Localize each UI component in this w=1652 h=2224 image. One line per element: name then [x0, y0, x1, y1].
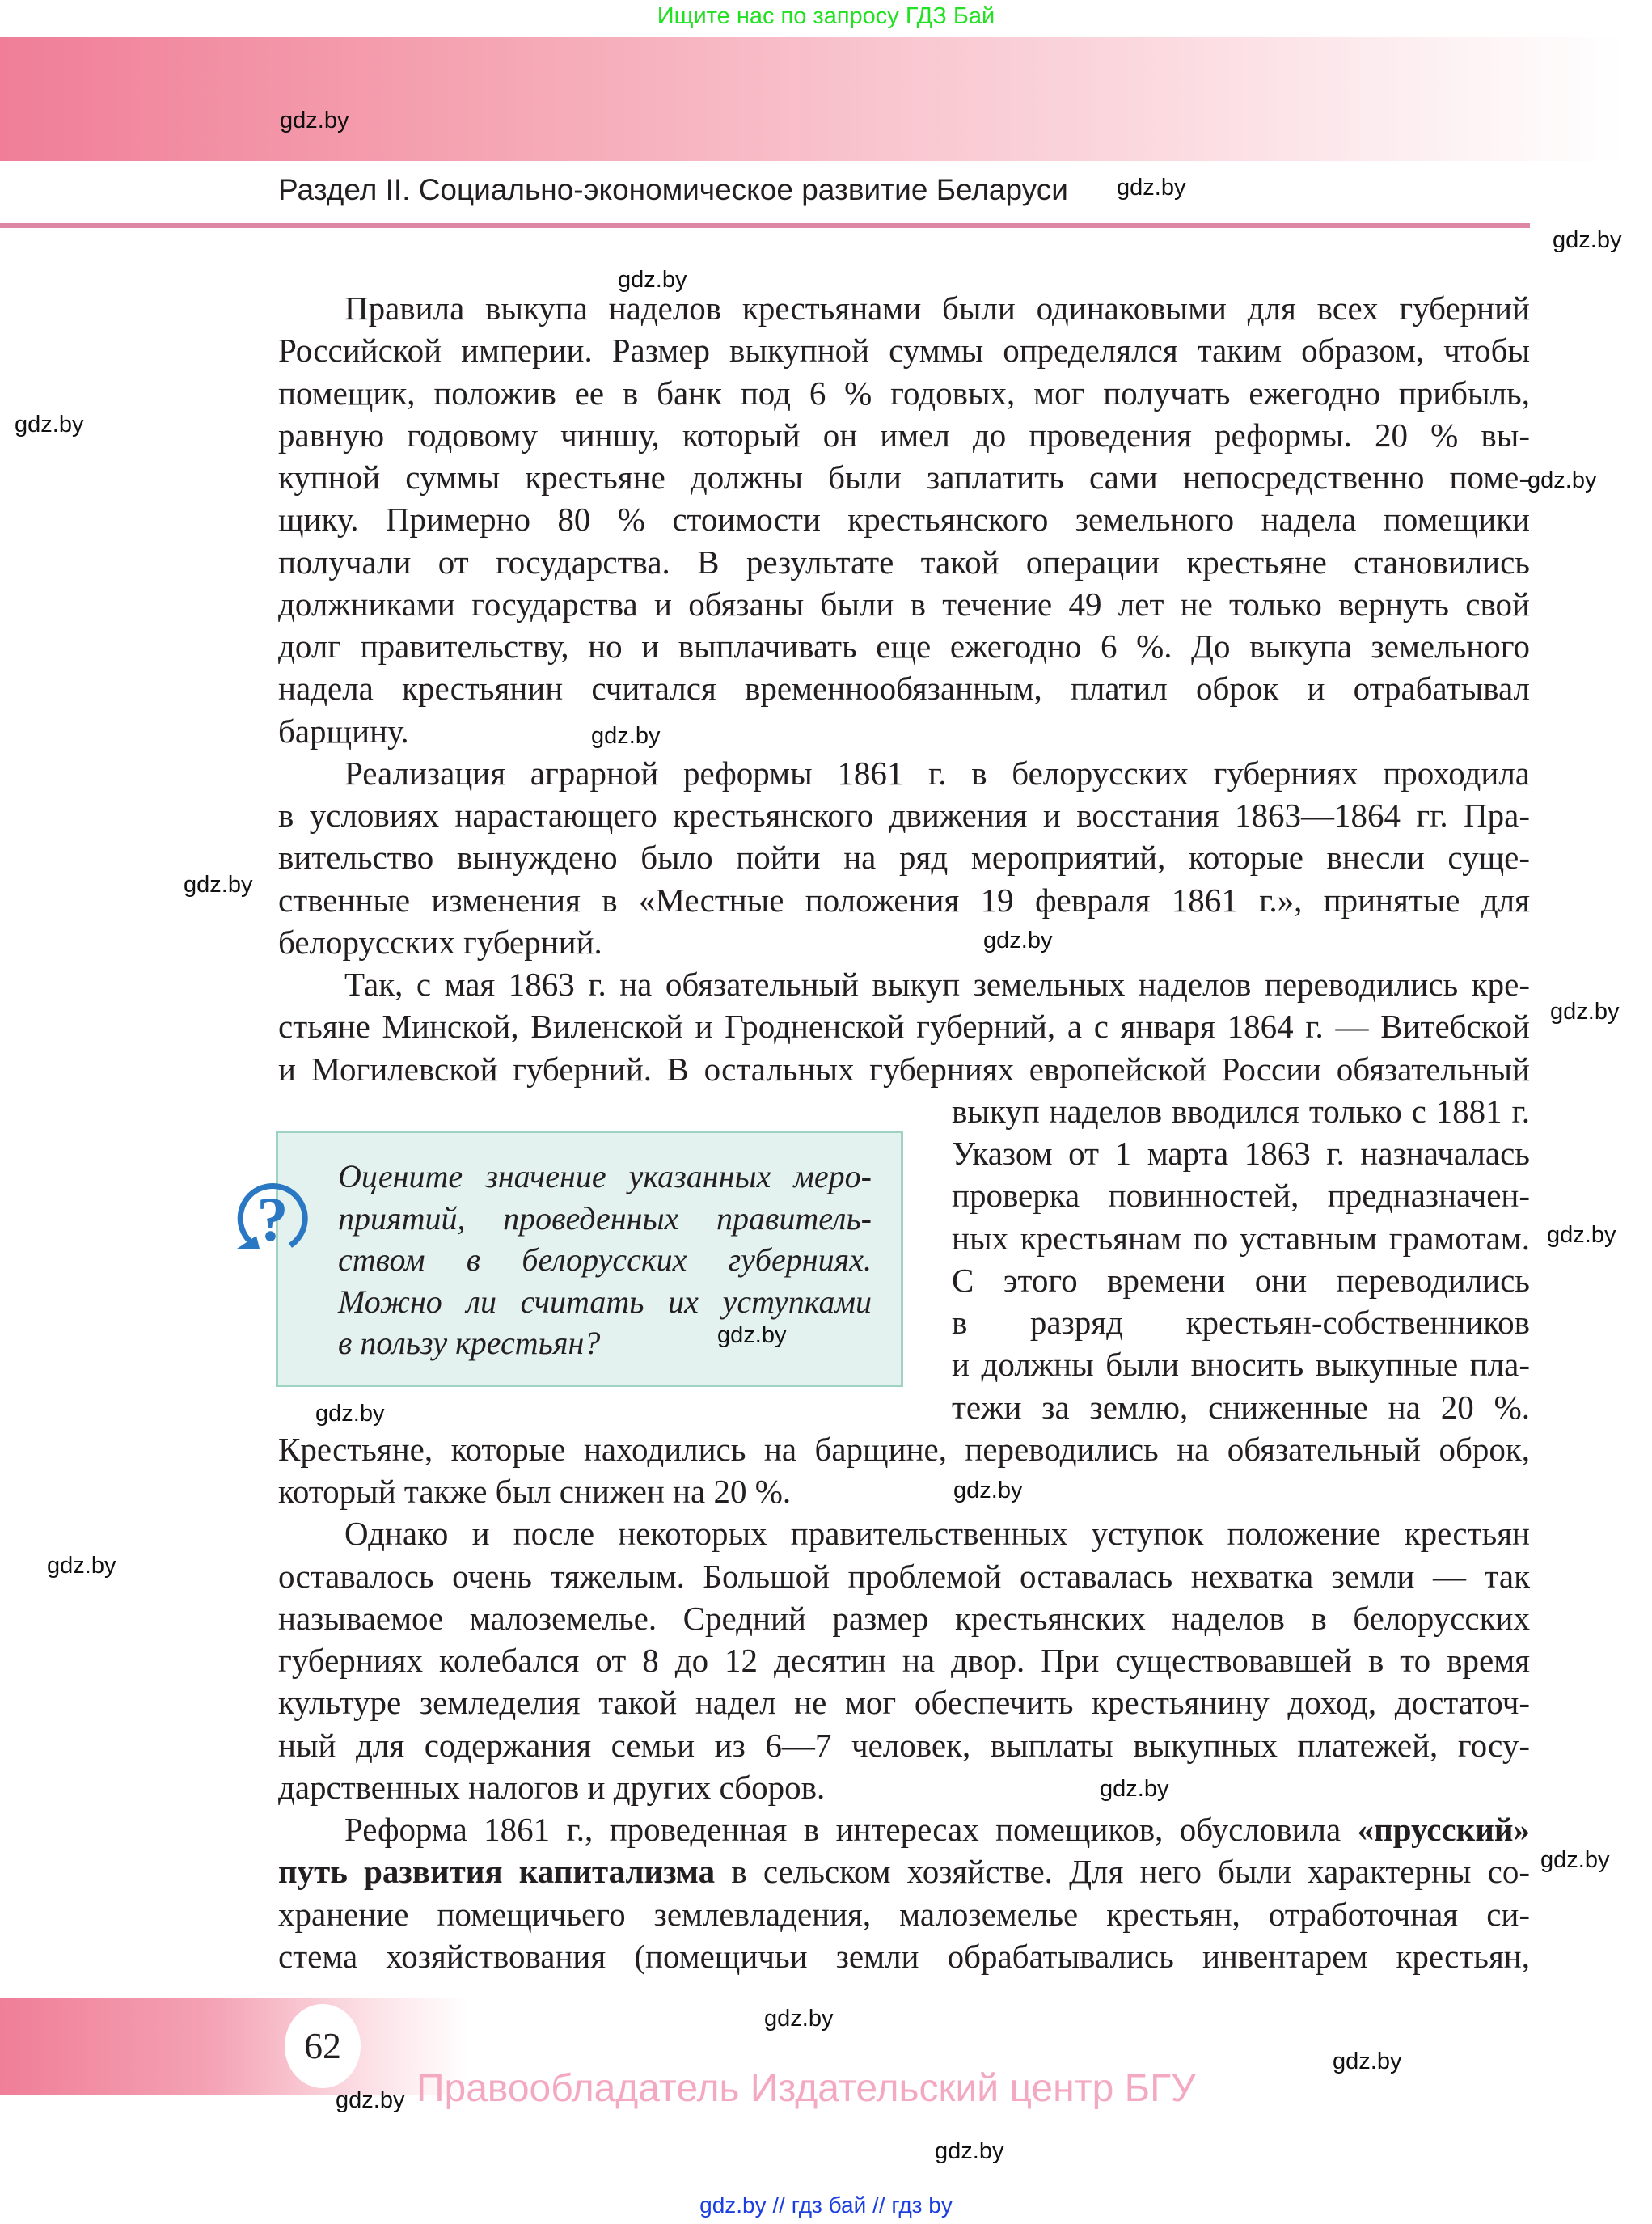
text-span: купной суммы крестьяне должны были заплатить сами непосредственно поме- — [278, 459, 1530, 496]
watermark-text: gdz.by — [315, 1401, 385, 1427]
text-line — [344, 752, 1530, 794]
text-span: тежи за землю, сниженные на 20 %. — [952, 1388, 1530, 1426]
text-span: Крестьяне, которые находились на барщине, переводились на обязательный оброк, — [278, 1430, 1530, 1468]
text-span: культуре земледелия такой надел не мог обеспечить крестьянину доход, достаточ- — [278, 1684, 1530, 1722]
text-span: Так, с мая 1863 г. на обязательный выкуп земельных наделов переводились кре- — [344, 966, 1530, 1003]
text-span: проверка повинностей, предназначен- — [952, 1177, 1530, 1215]
text-line — [278, 498, 1530, 540]
watermark-text: gdz.by — [935, 2138, 1004, 2164]
text-span: Указом от 1 марта 1863 г. назначалась — [952, 1135, 1530, 1172]
text-line — [278, 414, 1530, 456]
bold-term: «прусский» — [1357, 1811, 1530, 1848]
watermark-text: gdz.by — [47, 1553, 116, 1579]
watermark-text: gdz.by — [764, 2006, 834, 2032]
header-divider — [0, 223, 1530, 228]
text-line — [278, 1597, 1530, 1639]
watermark-text: gdz.by — [336, 2087, 405, 2113]
text-line — [344, 1808, 1530, 1850]
question-line: приятий, проведенных правитель- — [338, 1199, 872, 1237]
text-line — [278, 794, 1530, 836]
text-span: Однако и после некоторых правительственных уступок положение крестьян — [344, 1515, 1530, 1553]
text-line — [278, 879, 1530, 921]
text-span: дарственных налогов и других сборов. — [278, 1768, 826, 1806]
text-span: и Могилевской губерний. В остальных губерниях европейской России обязательный — [278, 1050, 1530, 1088]
text-span: получали от государства. В результате такой операции крестьяне становились — [278, 543, 1530, 581]
text-line — [278, 1555, 1530, 1597]
watermark-text: gdz.by — [1333, 2049, 1402, 2074]
text-span: ный для содержания семьи из 6—7 человек, выплаты выкупных платежей, госу- — [278, 1726, 1530, 1764]
watermark-text: gdz.by — [280, 108, 349, 133]
text-line — [278, 456, 1530, 498]
watermark-text: gdz.by — [618, 267, 687, 293]
text-span: оставалось очень тяжелым. Большой проблемой оставалась нехватка земли — так — [278, 1557, 1530, 1595]
text-line — [278, 710, 1530, 752]
text-line — [278, 1005, 1530, 1047]
watermark-text: gdz.by — [591, 723, 661, 749]
text-span: помещик, положив ее в банк под 6 % годовых, мог получать ежегодно прибыль, — [278, 374, 1530, 412]
watermark-text: gdz.by — [184, 872, 253, 898]
text-span: ственные изменения в «Местные положения 19 февраля 1861 г.», принятые для — [278, 881, 1530, 919]
text-line — [278, 1681, 1530, 1723]
text-span: С этого времени они переводились — [952, 1261, 1530, 1299]
text-span: в условиях нарастающего крестьянского движения и восстания 1863—1864 гг. Пра- — [278, 797, 1530, 834]
text-line — [278, 1470, 1530, 1512]
text-span: стьяне Минской, Виленской и Гродненской губерний, а с января 1864 г. — Витебской — [278, 1008, 1530, 1046]
text-span: должниками государства и обязаны были в течение 49 лет не только вернуть свой — [278, 585, 1530, 623]
text-span: стема хозяйствования (помещичьи земли обрабатывались инвентарем крестьян, — [278, 1937, 1530, 1975]
text-line — [952, 1386, 1530, 1428]
bold-term: путь развития капитализма — [278, 1853, 716, 1891]
text-line — [952, 1343, 1530, 1385]
page-number: 62 — [285, 2004, 361, 2088]
text-span: белорусских губерний. — [278, 923, 602, 961]
text-line — [952, 1090, 1530, 1132]
text-line — [278, 1048, 1530, 1090]
watermark-text: gdz.by — [717, 1322, 787, 1348]
question-line: Оцените значение указанных меро- — [338, 1158, 872, 1194]
text-span: Российской империи. Размер выкупной суммы определялся таким образом, чтобы — [278, 332, 1530, 370]
text-line — [952, 1174, 1530, 1216]
section-title: Раздел II. Социально-экономическое развитие Беларуси — [278, 173, 1068, 206]
watermark-text: gdz.by — [1547, 1222, 1616, 1248]
text-line — [278, 836, 1530, 878]
text-line — [278, 372, 1530, 414]
question-line: Можно ли считать их уступками — [338, 1283, 872, 1320]
watermark-text: gdz.by — [1540, 1847, 1610, 1873]
text-span: вительство вынуждено было пойти на ряд мероприятий, которые внесли суще- — [278, 839, 1530, 877]
text-span: хранение помещичьего землевладения, малоземелье крестьян, отработочная си- — [278, 1895, 1530, 1933]
text-line — [278, 1766, 1530, 1808]
header-banner — [0, 37, 1625, 161]
text-span: и должны были вносить выкупные пла- — [952, 1346, 1530, 1384]
text-line — [278, 921, 1530, 963]
text-line — [278, 1724, 1530, 1766]
watermark-text: gdz.by — [953, 1478, 1023, 1503]
svg-text:?: ? — [256, 1184, 289, 1254]
top-search-note: Ищите нас по запросу ГДЗ Бай — [657, 3, 995, 29]
text-span: Реализация аграрной реформы 1861 г. в белорусских губерниях проходила — [344, 754, 1530, 792]
text-span: Реформа 1861 г., проведенная в интересах помещиков, обусловила — [344, 1811, 1358, 1848]
text-line — [344, 287, 1530, 329]
watermark-text: gdz.by — [983, 928, 1053, 953]
text-line — [952, 1301, 1530, 1343]
text-span: выкуп наделов вводился только с 1881 г. — [952, 1092, 1530, 1130]
text-span: губерниях колебался от 8 до 12 десятин на двор. При существовавшей в то время — [278, 1642, 1530, 1679]
text-line — [344, 963, 1530, 1005]
text-line — [952, 1217, 1530, 1259]
text-line — [278, 541, 1530, 583]
text-line — [278, 667, 1530, 709]
text-span: равную годовому чиншу, который он имел до проведения реформы. 20 % вы- — [278, 416, 1530, 454]
text-span: Правила выкупа наделов крестьянами были одинаковыми для всех губерний — [344, 290, 1530, 327]
text-line — [344, 1512, 1530, 1554]
question-line: ством в белорусских губерниях. — [338, 1241, 872, 1278]
footer-band — [0, 1998, 469, 2095]
copyright-notice: Правообладатель Издательский центр БГУ — [416, 2067, 1196, 2110]
text-line — [278, 1935, 1530, 1977]
text-span: щику. Примерно 80 % стоимости крестьянского земельного надела помещики — [278, 501, 1530, 539]
text-line — [278, 1850, 1530, 1892]
text-span: ных крестьянам по уставным грамотам. — [952, 1219, 1530, 1257]
bottom-links[interactable]: gdz.by // гдз бай // гдз by — [699, 2192, 953, 2218]
text-span: называемое малоземелье. Средний размер крестьянских наделов в белорусских — [278, 1599, 1530, 1637]
question-line: в пользу крестьян? — [338, 1325, 601, 1361]
text-line — [278, 1639, 1530, 1681]
text-line — [952, 1132, 1530, 1174]
text-line — [278, 329, 1530, 371]
watermark-text: gdz.by — [1100, 1776, 1169, 1802]
watermark-text: gdz.by — [15, 412, 84, 438]
text-span: в сельском хозяйстве. Для него были характерны со- — [715, 1853, 1530, 1891]
text-line — [278, 1428, 1530, 1470]
text-span: в разряд крестьян-собственников — [952, 1304, 1530, 1341]
text-span: надела крестьянин считался временнообязанным, платил оброк и отрабатывал — [278, 670, 1530, 708]
watermark-text: gdz.by — [1553, 227, 1622, 253]
text-line — [278, 625, 1530, 667]
text-span: долг правительству, но и выплачивать еще ежегодно 6 %. До выкупа земельного — [278, 628, 1530, 665]
text-line — [278, 583, 1530, 625]
watermark-text: gdz.by — [1527, 467, 1597, 493]
watermark-text: gdz.by — [1550, 999, 1620, 1025]
question-icon — [232, 1178, 313, 1258]
text-line — [952, 1259, 1530, 1301]
text-span: барщину. — [278, 712, 409, 750]
text-span: который также был снижен на 20 %. — [278, 1473, 792, 1510]
watermark-text: gdz.by — [1117, 175, 1186, 201]
text-line — [278, 1893, 1530, 1935]
